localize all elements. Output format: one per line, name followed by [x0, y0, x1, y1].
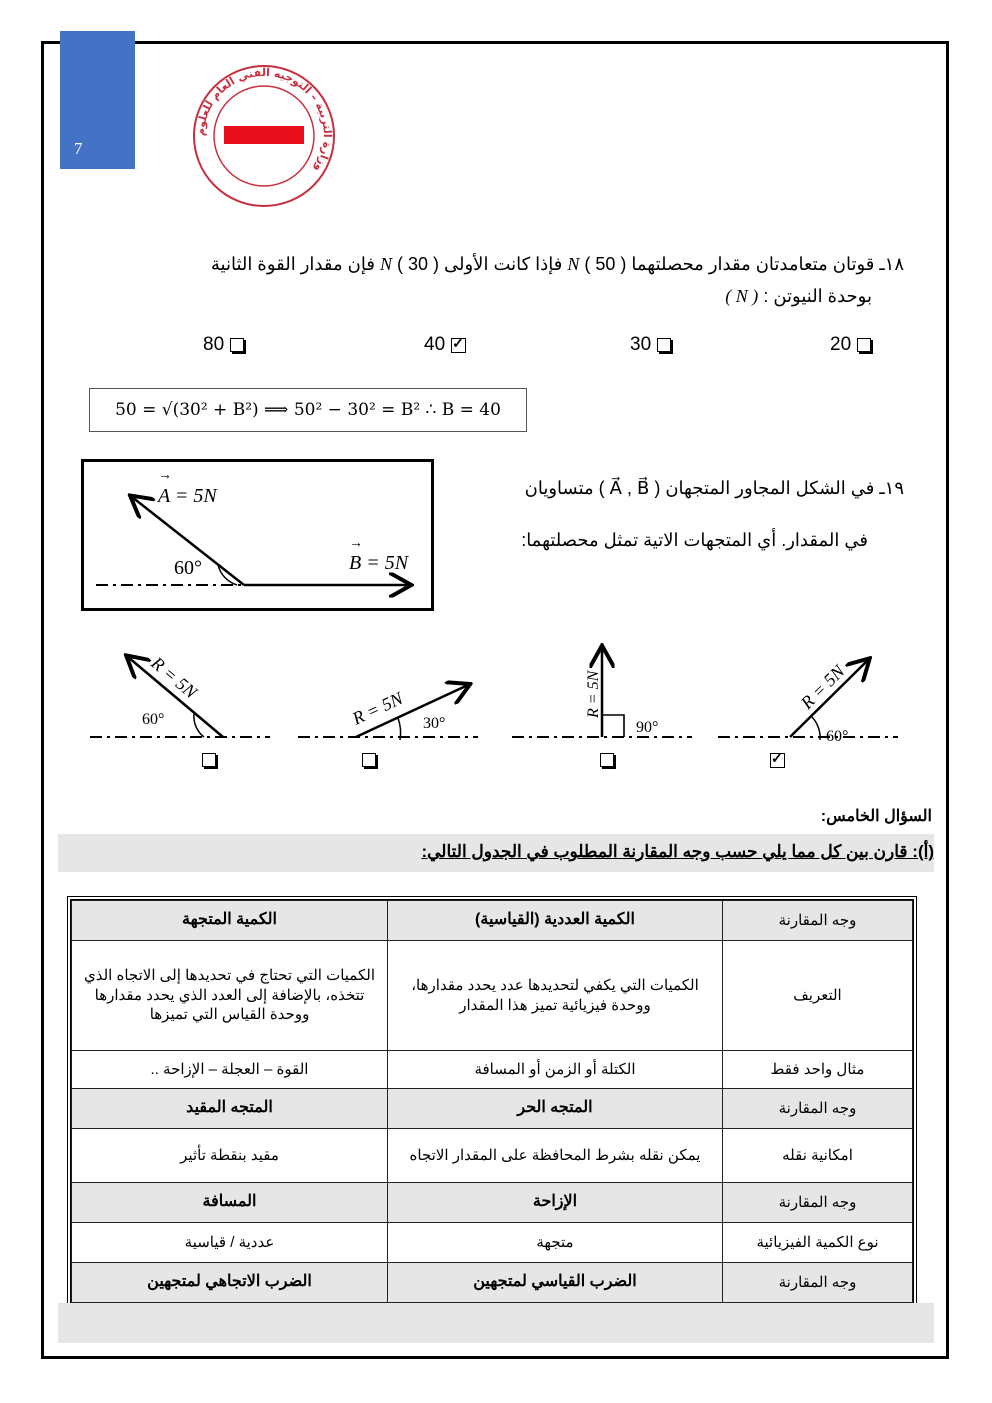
- q19-choice-2-diagram: [298, 640, 478, 745]
- q19-choice-3-checkbox[interactable]: [600, 753, 614, 767]
- table-row: [72, 941, 913, 1051]
- table-row: [72, 1051, 913, 1089]
- table-cell: نوع الكمية الفيزيائية: [723, 1223, 913, 1263]
- q18-question-line1: ١٨ـ قوتان متعامدتان مقدار محصلتهما N ( 50 ) فإذا كانت الأولى N ( 30 ) فإن مقدار القوة الثانية: [210, 254, 904, 274]
- svg-text:R = 5N: R = 5N: [349, 688, 406, 729]
- svg-text:→: →: [158, 466, 172, 482]
- svg-text:وزارة التربية – التوجيه الفني: وزارة التربية – التوجيه الفني العام للعلوم: [193, 65, 335, 175]
- table-cell: وجه المقارنة: [723, 1089, 913, 1129]
- q18-solution-box: 50 = √(30² + B²) ⟹ 50² − 30² = B² ∴ B = 40: [89, 388, 527, 432]
- svg-text:60°: 60°: [826, 728, 849, 745]
- table-cell: مثال واحد فقط: [723, 1051, 913, 1089]
- angle-label: 60°: [174, 557, 202, 579]
- table-cell: الإزاحة: [388, 1183, 723, 1223]
- table-cell: القوة – العجلة – الإزاحة ..: [72, 1051, 388, 1089]
- checkbox-icon[interactable]: [857, 338, 871, 352]
- svg-text:→: →: [349, 534, 363, 550]
- q19-choice-4-checkbox[interactable]: [770, 753, 785, 768]
- q5-title: السؤال الخامس:: [820, 808, 932, 825]
- q18-option-20[interactable]: 20: [830, 334, 871, 356]
- q19-question-line1: ١٩ـ في الشكل المجاور المتجهان ( A⃗ , B⃗ ) متساويان: [524, 478, 904, 498]
- table-row: [72, 1183, 913, 1223]
- svg-text:R = 5N: R = 5N: [585, 670, 602, 718]
- q18-option-30[interactable]: 30: [630, 334, 671, 356]
- table-cell: الكميات التي يكفي لتحديدها عدد يحدد مقدارها، ووحدة فيزيائية تميز هذا المقدار: [388, 941, 723, 1051]
- q19-choice-2-checkbox[interactable]: [362, 753, 376, 767]
- table-cell: عددية / قياسية: [72, 1223, 388, 1263]
- table-cell: الضرب القياسي لمتجهين: [388, 1263, 723, 1303]
- page-number: 7: [74, 139, 83, 158]
- table-cell: الكمية المتجهة: [72, 901, 388, 941]
- approval-stamp-icon: [190, 62, 338, 210]
- table-cell: الكمية العددية (القياسية): [388, 901, 723, 941]
- table-cell: وجه المقارنة: [723, 1183, 913, 1223]
- svg-text:معتمد: معتمد: [241, 126, 287, 145]
- table-cell: المتجه المقيد: [72, 1089, 388, 1129]
- table-cell: وجه المقارنة: [723, 901, 913, 941]
- checkbox-icon[interactable]: [230, 338, 244, 352]
- table-cell: وجه المقارنة: [723, 1263, 913, 1303]
- svg-text:A = 5N: A = 5N: [158, 485, 217, 507]
- q19-choice-1-checkbox[interactable]: [202, 753, 216, 767]
- table-cell: مقيد بنقطة تأثير: [72, 1129, 388, 1183]
- table-cell: الكميات التي تحتاج في تحديدها إلى الاتجاه الذي تتخذه، بالإضافة إلى العدد الذي يحدد مقدارها ووحدة القياس التي تميزها: [72, 941, 388, 1051]
- table-cell: امكانية نقله: [723, 1129, 913, 1183]
- bottom-band: [58, 1303, 934, 1343]
- table-cell: المتجه الحر: [388, 1089, 723, 1129]
- table-cell: المسافة: [72, 1183, 388, 1223]
- table-cell: الكتلة أو الزمن أو المسافة: [388, 1051, 723, 1089]
- svg-text:B = 5N: B = 5N: [349, 552, 409, 574]
- q18-option-40[interactable]: 40 ✓: [424, 334, 466, 356]
- q5-instruction: (أ): قارن بين كل مما يلي حسب وجه المقارنة المطلوب في الجدول التالي:: [421, 842, 934, 861]
- q19-choice-3-diagram: [512, 640, 692, 745]
- q19-choice-1-diagram: [90, 640, 270, 745]
- table-row: [72, 1263, 913, 1303]
- q19-question-line2: في المقدار. أي المتجهات الاتية تمثل محصلتهما:: [521, 530, 868, 550]
- q18-question-line2: بوحدة النيوتن : ( N ): [725, 286, 872, 306]
- checkbox-icon[interactable]: [657, 338, 671, 352]
- table-row: [72, 1089, 913, 1129]
- table-cell: متجهة: [388, 1223, 723, 1263]
- svg-text:R = 5N: R = 5N: [796, 661, 849, 713]
- svg-text:30°: 30°: [423, 715, 446, 732]
- table-row: [72, 1223, 913, 1263]
- table-cell: الضرب الاتجاهي لمتجهين: [72, 1263, 388, 1303]
- svg-text:R = 5N: R = 5N: [147, 652, 202, 703]
- comparison-table: [67, 896, 917, 1303]
- table-cell: يمكن نقله بشرط المحافظة على المقدار الاتجاه: [388, 1129, 723, 1183]
- table-cell: التعريف: [723, 941, 913, 1051]
- svg-text:60°: 60°: [142, 711, 165, 728]
- q18-option-80[interactable]: 80: [203, 334, 244, 356]
- svg-text:90°: 90°: [636, 719, 659, 736]
- q19-choice-4-diagram: [718, 640, 898, 745]
- checked-checkbox-icon[interactable]: [451, 338, 466, 353]
- table-row: [72, 1129, 913, 1183]
- page-number-tab: [60, 31, 135, 169]
- q19-vector-figure: [81, 459, 434, 611]
- table-row: [72, 901, 913, 941]
